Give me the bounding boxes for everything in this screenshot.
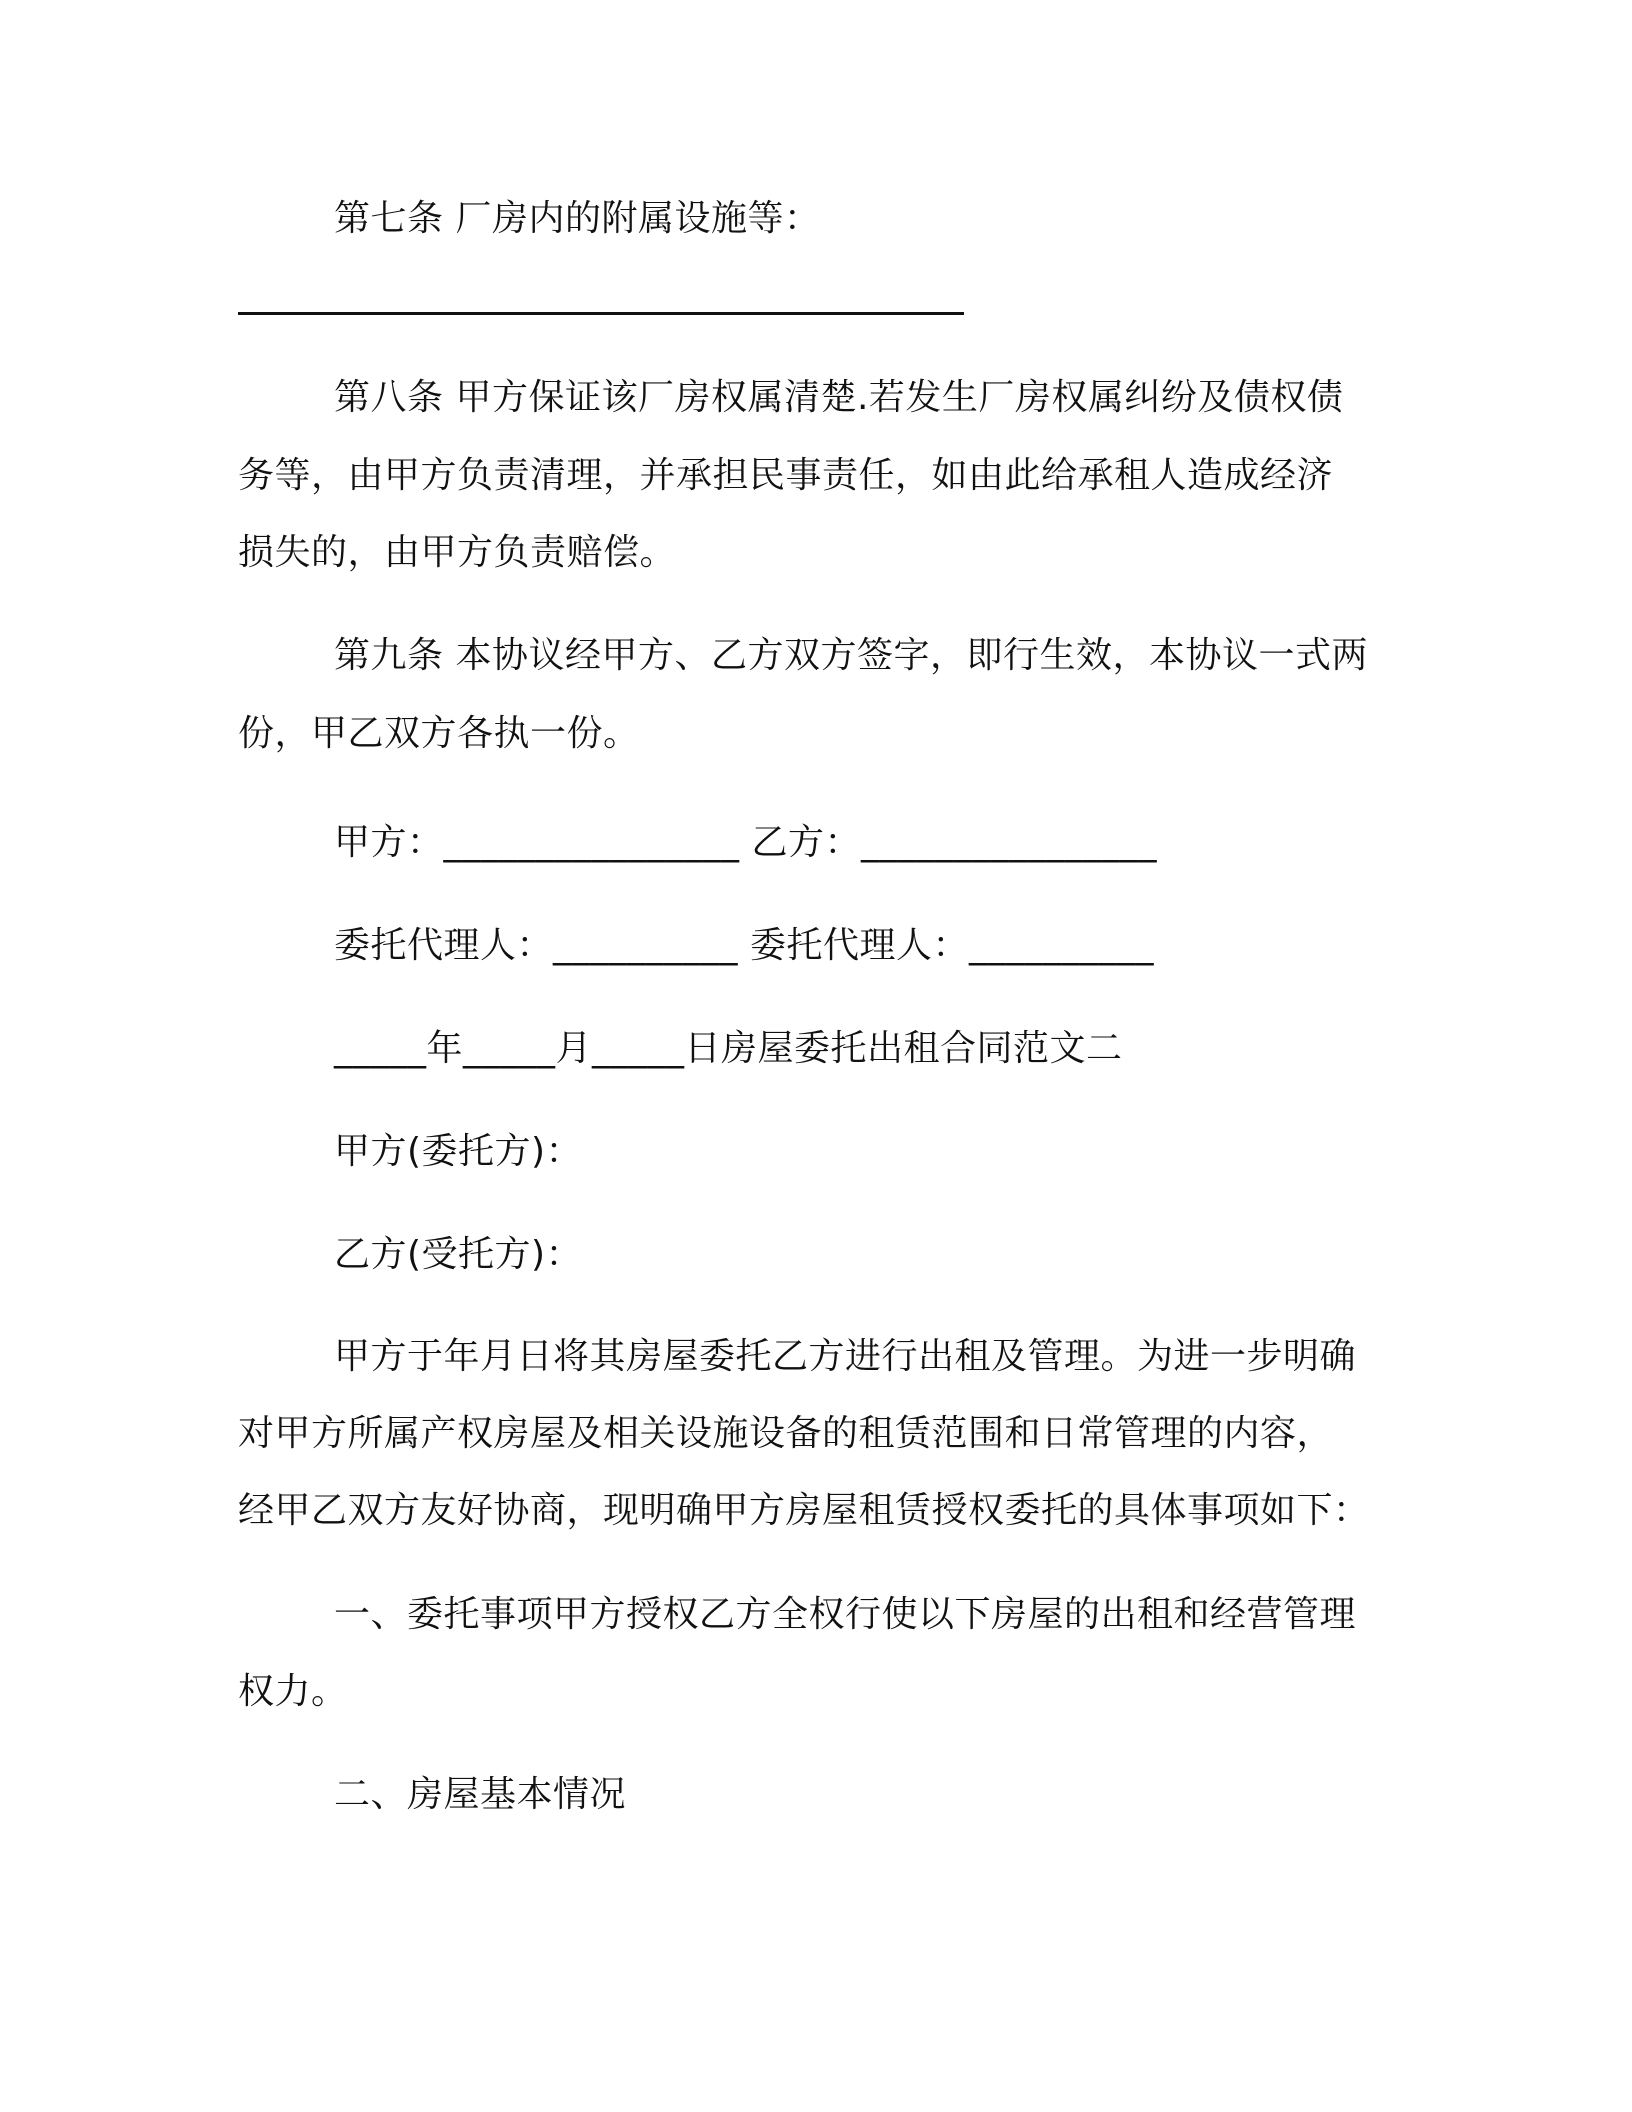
- party-b-label: 乙方(受托方)：: [334, 1234, 583, 1275]
- intro-line-3: 经甲乙双方友好协商，现明确甲方房屋租赁授权委托的具体事项如下：: [238, 1490, 1370, 1531]
- blank-fill-line: [238, 312, 964, 315]
- article-8-line-1: 第八条 甲方保证该厂房权属清楚.若发生厂房权属纠纷及债权债: [334, 377, 1344, 418]
- article-8-line-3: 损失的，由甲方负责赔偿。: [238, 532, 677, 573]
- section-1-line-2: 权力。: [238, 1671, 348, 1712]
- article-8-line-2: 务等，由甲方负责清理，并承担民事责任，如由此给承租人造成经济: [238, 455, 1334, 496]
- date-and-title-line: _____年_____月_____日房屋委托出租合同范文二: [334, 1028, 1123, 1069]
- party-signature-line: 甲方：________________ 乙方：________________: [334, 822, 1157, 863]
- section-2-heading: 二、房屋基本情况: [334, 1774, 627, 1815]
- article-9-line-2: 份，甲乙双方各执一份。: [238, 713, 640, 754]
- section-1-line-1: 一、委托事项甲方授权乙方全权行使以下房屋的出租和经营管理: [334, 1594, 1357, 1635]
- agent-signature-line: 委托代理人：__________ 委托代理人：__________: [334, 925, 1154, 966]
- party-a-label: 甲方(委托方)：: [334, 1131, 583, 1172]
- article-9-line-1: 第九条 本协议经甲方、乙方双方签字，即行生效，本协议一式两: [334, 635, 1368, 676]
- intro-line-1: 甲方于年月日将其房屋委托乙方进行出租及管理。为进一步明确: [334, 1336, 1357, 1377]
- article-7-heading: 第七条 厂房内的附属设施等：: [334, 198, 821, 239]
- intro-line-2: 对甲方所属产权房屋及相关设施设备的租赁范围和日常管理的内容，: [238, 1413, 1334, 1454]
